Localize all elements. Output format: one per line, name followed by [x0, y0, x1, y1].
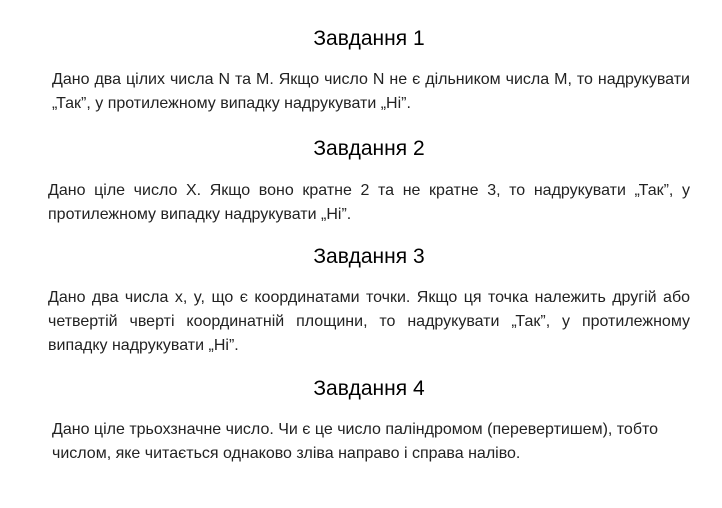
task-text-3: Дано два числа x, y, що є координатами точки. Якщо ця точка належить другій або четвертій чверті координатній площини, то надрукувати „Так”, у протилежному випадку надрукувати „Ні”.: [48, 289, 690, 354]
task-section-2: [48, 136, 690, 227]
task-section-3: [48, 244, 690, 358]
task-title-2: Завдання 2: [313, 137, 425, 160]
task-title-4: Завдання 4: [313, 377, 425, 400]
task-text-2: Дано ціле число X. Якщо воно кратне 2 та не кратне 3, то надрукувати „Так”, у протилежному випадку надрукувати „Ні”.: [48, 182, 690, 223]
task-text-4: Дано ціле трьохзначне число. Чи є це число паліндромом (перевертишем), тобто числом, яке читається однаково зліва направо і справа наліво.: [52, 421, 659, 462]
task-text-1: Дано два цілих числа N та M. Якщо число N не є дільником числа M, то надрукувати „Так”, у протилежному випадку надрукувати „Ні”.: [52, 71, 690, 112]
task-title-3: Завдання 3: [313, 245, 425, 268]
task-title-1: Завдання 1: [313, 27, 425, 50]
task-section-1: [48, 26, 690, 116]
task-section-4: [48, 376, 690, 466]
